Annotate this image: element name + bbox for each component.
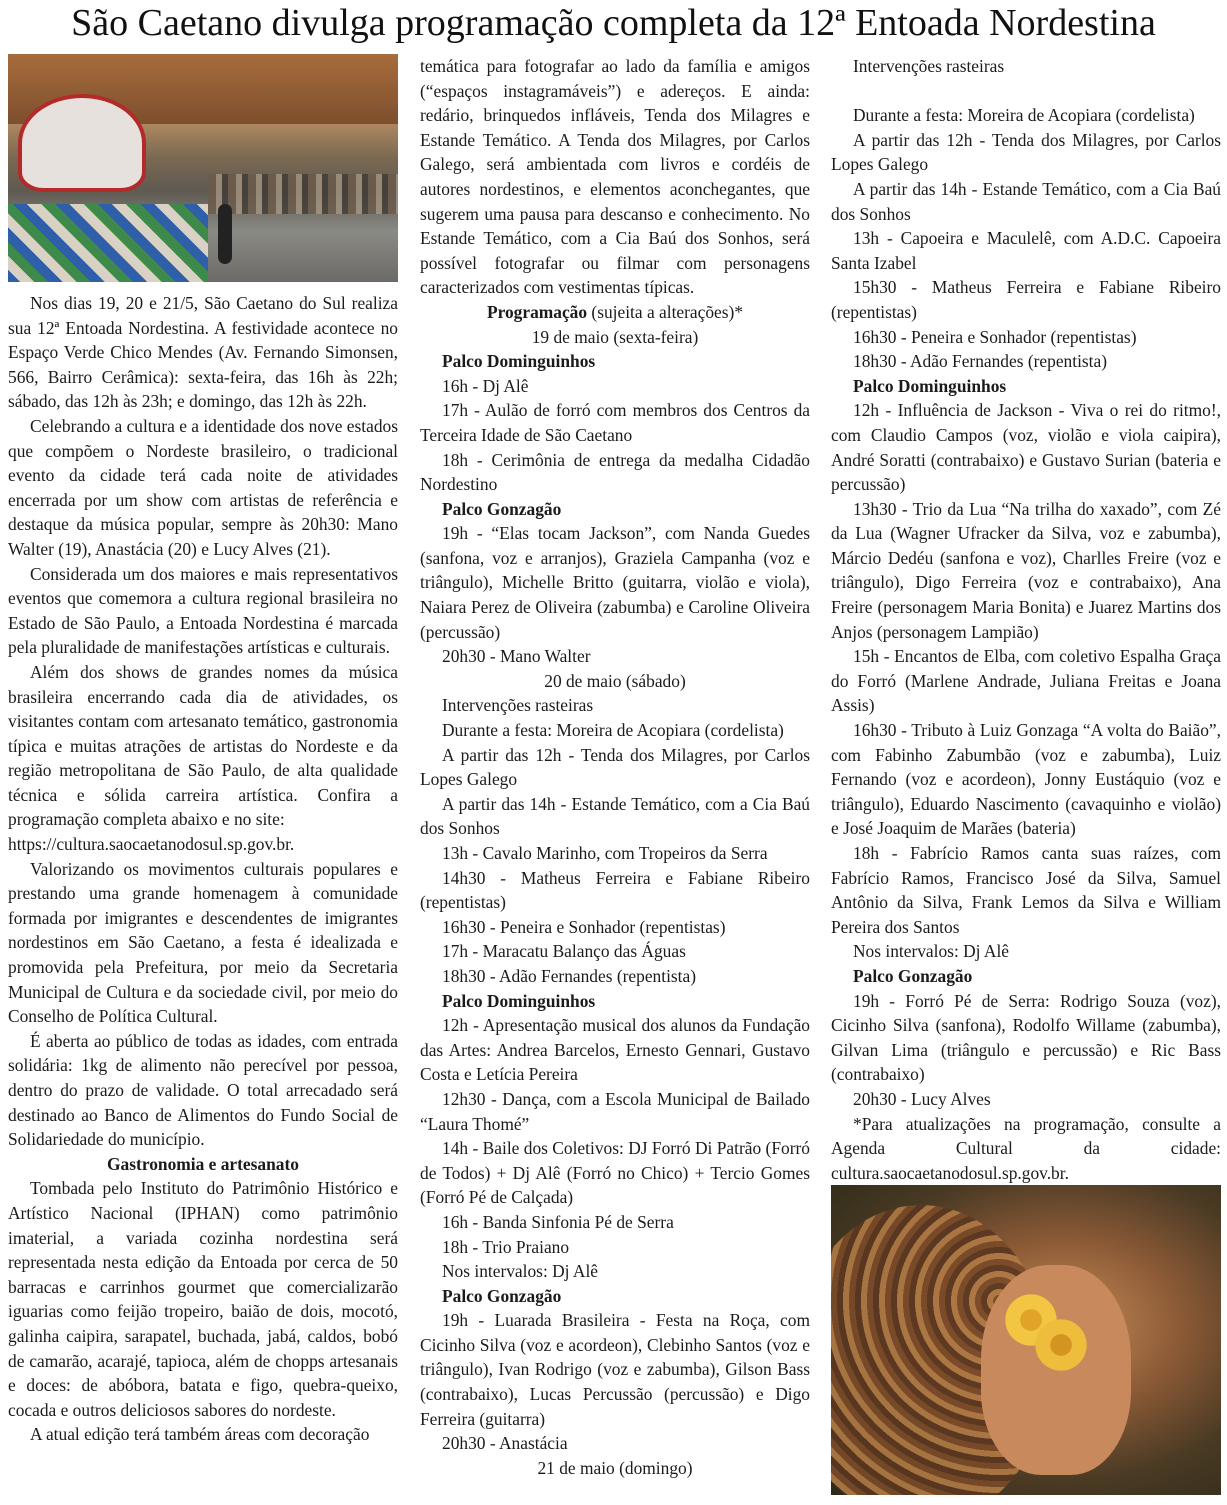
footnote: *Para atualizações na programação, consulte a Agenda Cultural da cidade: cultura.saocaetanodosul.sp.gov.br. <box>831 1113 1221 1183</box>
column-1 <box>8 54 398 1447</box>
schedule-item: 13h - Cavalo Marinho, com Tropeiros da Serra <box>442 843 768 863</box>
schedule-list <box>420 718 810 989</box>
schedule-list <box>420 374 810 497</box>
paragraph: Além dos shows de grandes nomes da música brasileira encerrando cada dia de atividades, os visitantes contam com artesanato temático, gastronomia típica e muitas atrações de artistas do Nordeste e da região metropolitana de São Paulo, de alta qualidade técnica e sólida carreira artística. Confira a programação completa abaixo e no site: <box>8 661 398 830</box>
schedule-item: 18h - Trio Praiano <box>442 1236 570 1257</box>
stage-heading: Palco Gonzagão <box>853 965 973 986</box>
site-link[interactable]: https://cultura.saocaetanodosul.sp.gov.br. <box>8 834 295 855</box>
day-heading: 19 de maio (sexta-feira) <box>531 326 699 347</box>
interventions-label: Intervenções rasteiras <box>853 56 1005 76</box>
schedule-item: 13h30 - Trio da Lua “Na trilha do xaxado”, com Zé da Lua (Wagner Ufracker da Silva, voz e zabumba), Márcio Dedéu (sanfona e voz), Charlles Freire (voz e triângulo), Digo Ferreira (voz e contrabaixo), Ana Freire (personagem Maria Bonita) e Juarez Martins dos Anjos (personagem Lampião) <box>831 498 1221 642</box>
schedule-item: 12h - Apresentação musical dos alunos da Fundação das Artes: Andrea Barcelos, Ernesto Gennari, Gustavo Costa e Letícia Pereira <box>420 1015 810 1085</box>
column-2 <box>420 54 810 1480</box>
schedule-item: 17h - Maracatu Balanço das Águas <box>442 941 686 962</box>
schedule-item: 15h - Encantos de Elba, com coletivo Espalha Graça do Forró (Marlene Andrade, Juliana Freitas e Joana Assis) <box>831 646 1221 716</box>
schedule-item: 18h30 - Adão Fernandes (repentista) <box>442 965 697 986</box>
schedule-item: 14h - Baile dos Coletivos: DJ Forró Di Patrão (Forró de Todos) + Dj Alê (Forró no Chico) + Tercio Gomes (Forró Pé de Calçada) <box>420 1138 810 1208</box>
paragraph: Considerada um dos maiores e mais representativos eventos que comemora a cultura regional brasileira no Estado de São Paulo, a Entoada Nordestina é marcada pela pluralidade de manifestações artísticas e culturais. <box>8 563 398 658</box>
schedule-item: 19h - “Elas tocam Jackson”, com Nanda Guedes (sanfona, voz e arranjos), Graziela Campanha (voz e triângulo), Michelle Britto (guitarra, violão e viola), Naiara Perez de Oliveira (zabumba) e Caroline Oliveira (percussão) <box>420 523 810 642</box>
schedule-item: 12h - Influência de Jackson - Viva o rei do ritmo!, com Claudio Campos (voz, violão e viola caipira), André Soratti (contrabaixo) e Gustavo Surian (bateria e percussão) <box>831 400 1221 495</box>
schedule-item: Nos intervalos: Dj Alê <box>853 941 1010 962</box>
schedule-item: 14h30 - Matheus Ferreira e Fabiane Ribeiro (repentistas) <box>420 867 810 913</box>
schedule-item: A partir das 14h - Estande Temático, com a Cia Baú dos Sonhos <box>831 178 1221 224</box>
section-heading: Gastronomia e artesanato <box>107 1153 299 1174</box>
schedule-item: 18h - Cerimônia de entrega da medalha Cidadão Nordestino <box>420 449 810 495</box>
schedule-item: Durante a festa: Moreira de Acopiara (cordelista) <box>853 105 1195 126</box>
column-3 <box>831 54 1221 1185</box>
schedule-item: 16h - Banda Sinfonia Pé de Serra <box>442 1211 674 1232</box>
schedule-item: A partir das 12h - Tenda dos Milagres, por Carlos Lopes Galego <box>831 129 1221 175</box>
paragraph: Tombada pelo Instituto do Patrimônio Histórico e Artístico Nacional (IPHAN) como patrimônio imaterial, a variada cozinha nordestina será representada nesta edição da Entoada por cerca de 50 barracas e carrinhos gourmet que comercializarão iguarias como feijão tropeiro, baião de dois, mocotó, galinha caipira, sarapatel, buchada, jabá, caldos, bobó de camarão, acarajé, tapioca, além de chopps artesanais e doces: de abóbora, batata e figo, quebra-queixo, cocada e outros deliciosos sabores do nordeste. <box>8 1178 398 1420</box>
schedule-item: 16h30 - Tributo à Luiz Gonzaga “A volta do Baião”, com Fabinho Zabumbão (voz e zabumba), Luiz Fernando (voz e acordeon), Jonny Eustáquio (voz e triângulo), Eduardo Nascimento (cavaquinho e violão) e José Joaquim de Marães (bateria) <box>831 720 1221 839</box>
day-heading: 20 de maio (sábado) <box>544 670 686 691</box>
schedule-item: 18h30 - Adão Fernandes (repentista) <box>853 351 1108 372</box>
schedule-item: 20h30 - Mano Walter <box>442 646 591 667</box>
schedule-item: Nos intervalos: Dj Alê <box>442 1261 599 1282</box>
schedule-item: 16h30 - Peneira e Sonhador (repentistas) <box>853 326 1137 347</box>
stage-heading: Palco Dominguinhos <box>442 351 596 372</box>
article-title: São Caetano divulga programação completa da 12ª Entoada Nordestina <box>71 2 1156 44</box>
stage-heading: Palco Dominguinhos <box>853 375 1007 396</box>
schedule-list <box>420 1308 810 1456</box>
schedule-list <box>831 989 1221 1112</box>
schedule-item: A partir das 12h - Tenda dos Milagres, por Carlos Lopes Galego <box>420 744 810 790</box>
schedule-list <box>420 521 810 669</box>
paragraph: Nos dias 19, 20 e 21/5, São Caetano do Sul realiza sua 12ª Entoada Nordestina. A festividade acontece no Espaço Verde Chico Mendes (Av. Fernando Simonsen, 566, Bairro Cerâmica): sexta-feira, das 16h às 22h; sábado, das 12h às 23h; e domingo, das 12h às 22h. <box>8 293 398 412</box>
paragraph: É aberta ao público de todas as idades, com entrada solidária: 1kg de alimento não perecível por pessoa, dentro do prazo de validade. O total arrecadado será destinado ao Banco de Alimentos do Fundo Social de Solidariedade do município. <box>8 1030 398 1150</box>
schedule-item: 20h30 - Lucy Alves <box>853 1088 991 1109</box>
schedule-item: 16h - Dj Alê <box>442 375 529 396</box>
day-heading: 21 de maio (domingo) <box>537 1457 693 1478</box>
schedule-item: 19h - Luarada Brasileira - Festa na Roça, com Cicinho Silva (voz e acordeon), Clebinho Santos (voz e triângulo), Ivan Rodrigo (voz e zabumba), Gilson Bass (contrabaixo), Lucas Percussão (percussão) e Digo Ferreira (guitarra) <box>420 1310 810 1429</box>
schedule-item: 19h - Forró Pé de Serra: Rodrigo Souza (voz), Cicinho Silva (sanfona), Rodolfo Willame (zabumba), Gilvan Lima (triângulo e percussão) e Ric Bass (contrabaixo) <box>831 990 1221 1085</box>
artist-portrait <box>831 1185 1221 1495</box>
schedule-item: A partir das 14h - Estande Temático, com a Cia Baú dos Sonhos <box>420 793 810 839</box>
schedule-list <box>831 398 1221 964</box>
schedule-item: 12h30 - Dança, com a Escola Municipal de Bailado “Laura Thomé” <box>420 1088 810 1134</box>
paragraph: Celebrando a cultura e a identidade dos nove estados que compõem o Nordeste brasileiro, o tradicional evento da cidade terá cada noite de atividades encerrada por um show com artistas de referência e destaque da música popular, sempre às 20h30: Mano Walter (19), Anastácia (20) e Lucy Alves (21). <box>8 415 398 559</box>
schedule-item: 16h30 - Peneira e Sonhador (repentistas) <box>442 916 726 937</box>
interventions-label: Intervenções rasteiras <box>442 695 594 716</box>
stage-heading: Palco Gonzagão <box>442 1285 562 1306</box>
schedule-item: 20h30 - Anastácia <box>442 1433 568 1454</box>
schedule-item: 13h - Capoeira e Maculelê, com A.D.C. Capoeira Santa Izabel <box>831 228 1221 273</box>
schedule-item: 18h - Fabrício Ramos canta suas raízes, com Fabrício Ramos, Francisco José da Silva, Samuel Antônio da Silva, Frank Lemos da Silva e William Pereira dos Santos <box>831 843 1221 937</box>
paragraph: A atual edição terá também áreas com decoração <box>30 1424 370 1445</box>
schedule-list <box>420 1013 810 1284</box>
paragraph: Valorizando os movimentos culturais populares e prestando uma grande homenagem à comunidade formada por imigrantes e descendentes de imigrantes nordestinos em São Caetano, a festa é idealizada e promovida pela Prefeitura, por meio da Secretaria Municipal de Cultura e da sociedade civil, por meio do Conselho de Política Cultural. <box>8 858 398 1027</box>
program-heading: Programação (sujeita a alterações)* <box>486 301 744 322</box>
stage-heading: Palco Dominguinhos <box>442 990 596 1011</box>
schedule-item: Durante a festa: Moreira de Acopiara (cordelista) <box>442 720 784 741</box>
schedule-item: 17h - Aulão de forró com membros dos Centros da Terceira Idade de São Caetano <box>420 400 810 445</box>
paragraph: temática para fotografar ao lado da família e amigos (“espaços instagramáveis”) e adereços. E ainda: redário, brinquedos infláveis, Tenda dos Milagres e Estande Temático. A Tenda dos Milagres, por Carlos Galego, será ambientada com livros e cordéis de autores nordestinos, e elementos aconchegantes, que sugerem uma pausa para descanso e conhecimento. No Estande Temático, com a Cia Baú dos Sonhos, será possível fotografar ou filmar com personagens caracterizados com vestimentas típicas. <box>420 56 810 298</box>
schedule-item: 15h30 - Matheus Ferreira e Fabiane Ribeiro (repentistas) <box>831 277 1221 322</box>
festival-photo <box>8 54 398 282</box>
stage-heading: Palco Gonzagão <box>442 498 562 519</box>
schedule-list <box>831 103 1221 374</box>
